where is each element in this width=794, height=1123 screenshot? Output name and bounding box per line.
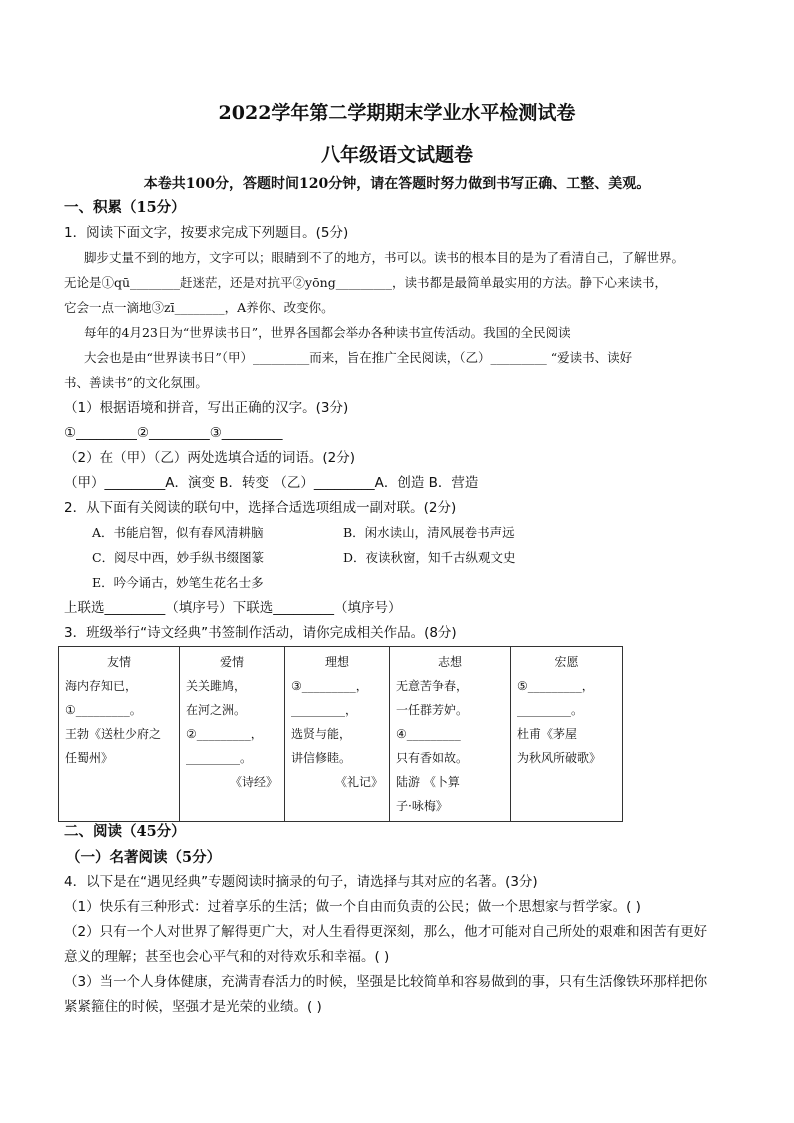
- q1-sub1-blanks: ①_________②_________③_________: [64, 425, 283, 441]
- card-line: 无意苦争春，: [396, 679, 469, 693]
- section1-heading: 一、积累（15分）: [64, 199, 186, 216]
- q1-sub1: （1）根据语境和拼音，写出正确的汉字。(3分): [64, 400, 349, 416]
- card-line: 杜甫《茅屋: [517, 727, 578, 741]
- card-title: 爱情: [219, 655, 244, 669]
- card-line: 关关雎鸠，: [186, 679, 247, 693]
- card-line: _________，: [291, 703, 358, 717]
- card-line: 在河之洲。: [186, 703, 247, 717]
- q4-item: （1）快乐有三种形式：过着享乐的生活；做一个自由而负责的公民；做一个思想家与哲学家。( ): [64, 899, 641, 915]
- q1-passage-line: 书、善读书”的文化氛围。: [64, 375, 208, 390]
- card-line: 王勃《送杜少府之: [65, 727, 162, 741]
- card-title: 志想: [437, 655, 462, 669]
- q1-stem: 1．阅读下面文字，按要求完成下列题目。(5分): [64, 225, 349, 241]
- q4-item: 意义的理解；甚至也会心平气和的对待欢乐和幸福。( ): [64, 949, 390, 965]
- bookmark-card-aspiration: [511, 647, 623, 822]
- q1-passage-line: 每年的4月23日为“世界读书日”，世界各国都会举办各种读书宣传活动。我国的全民阅读: [84, 325, 571, 340]
- card-line: ⑤_________，: [517, 679, 594, 693]
- q1-passage-line: 脚步丈量不到的地方，文字可以；眼睛到不了的地方，书可以。读书的根本目的是为了看清自己，了解世界。: [84, 250, 685, 265]
- q1-passage-line: 大会也是由“世界读书日”（甲）_________而来，旨在推广全民阅读，（乙）_________ “爱读书、读好: [84, 350, 633, 365]
- card-line: ①_________。: [65, 703, 142, 717]
- card-line: _________。: [517, 703, 584, 717]
- q2-stem: 2．从下面有关阅读的联句中，选择合适选项组成一副对联。(2分): [64, 500, 457, 516]
- card-line: 为秋风所破歌》: [517, 751, 602, 765]
- exam-subtitle: 八年级语文试题卷: [320, 144, 473, 166]
- q2-option-e: E．吟今诵古，妙笔生花名士多: [92, 575, 264, 590]
- q2-option-a: A．书能启智，似有春风清耕脑: [92, 525, 264, 540]
- exam-title: 2022学年第二学期期末学业水平检测试卷: [218, 102, 576, 124]
- q4-item: （2）只有一个人对世界了解得更广大，对人生看得更深刻，那么，他才可能对自己所处的艰难和困苦有更好: [64, 924, 708, 940]
- q2-option-b: B．闲水读山，清风展卷书声远: [343, 525, 515, 540]
- card-line: _________。: [186, 751, 253, 765]
- q2-answer-line: 上联选_________（填序号）下联选_________（填序号）: [64, 600, 402, 616]
- card-title: 理想: [324, 655, 349, 669]
- q2-option-c: C．阅尽中西，妙手纵书缀图篆: [92, 550, 265, 565]
- section2-heading: 二、阅读（45分）: [64, 823, 186, 840]
- bookmark-table: [58, 646, 623, 822]
- exam-notice: 本卷共100分，答题时间120分钟，请在答题时努力做到书写正确、工整、美观。: [143, 176, 651, 192]
- card-line: ②_________，: [186, 727, 263, 741]
- bookmark-card-friendship: [59, 647, 180, 822]
- q4-item: 紧紧箍住的时候，坚强才是光荣的业绩。( ): [64, 999, 322, 1015]
- q1-sub2-options: （甲）_________A．演变 B．转变 （乙）_________A．创造 B．营造: [64, 475, 479, 491]
- q2-option-d: D．夜读秋窗，知千古纵观文史: [343, 550, 516, 565]
- q1-sub2: （2）在（甲）（乙）两处选填合适的词语。(2分): [64, 450, 355, 466]
- card-line: ④_________: [396, 727, 461, 741]
- card-line: 讲信修睦。: [291, 751, 352, 765]
- card-line: ③_________，: [291, 679, 368, 693]
- card-line: 选贤与能，: [291, 727, 352, 741]
- card-source: 《诗经》: [229, 775, 278, 789]
- section2-subheading: （一）名著阅读（5分）: [66, 849, 222, 866]
- card-title: 友情: [106, 655, 131, 669]
- card-line: 子·咏梅》: [396, 799, 448, 813]
- card-line: 只有香如故。: [396, 751, 469, 765]
- card-line: 海内存知已，: [65, 679, 138, 693]
- bookmark-card-love: [180, 647, 285, 822]
- card-source: 《礼记》: [334, 775, 383, 789]
- q4-stem: 4．以下是在“遇见经典”专题阅读时摘录的句子，请选择与其对应的名著。(3分): [64, 874, 538, 890]
- card-line: 任蜀州》: [65, 751, 114, 765]
- card-title: 宏愿: [554, 655, 579, 669]
- q1-passage-line: 无论是①qū________赶迷茫，还是对抗平②yōng_________，读书都是最简单最实用的方法。静下心来读书，: [64, 275, 667, 290]
- card-line: 陆游 《卜算: [396, 775, 460, 789]
- card-line: 一任群芳妒。: [396, 703, 469, 717]
- q4-item: （3）当一个人身体健康，充满青春活力的时候，坚强是比较简单和容易做到的事，只有生活像铁环那样把你: [64, 974, 708, 990]
- bookmark-card-ideal: [285, 647, 390, 822]
- bookmark-card-ambition: [390, 647, 511, 822]
- q1-passage-line: 它会一点一滴地③zī________，A养你、改变你。: [64, 300, 334, 315]
- q3-stem: 3．班级举行“诗文经典”书签制作活动，请你完成相关作品。(8分): [64, 625, 457, 641]
